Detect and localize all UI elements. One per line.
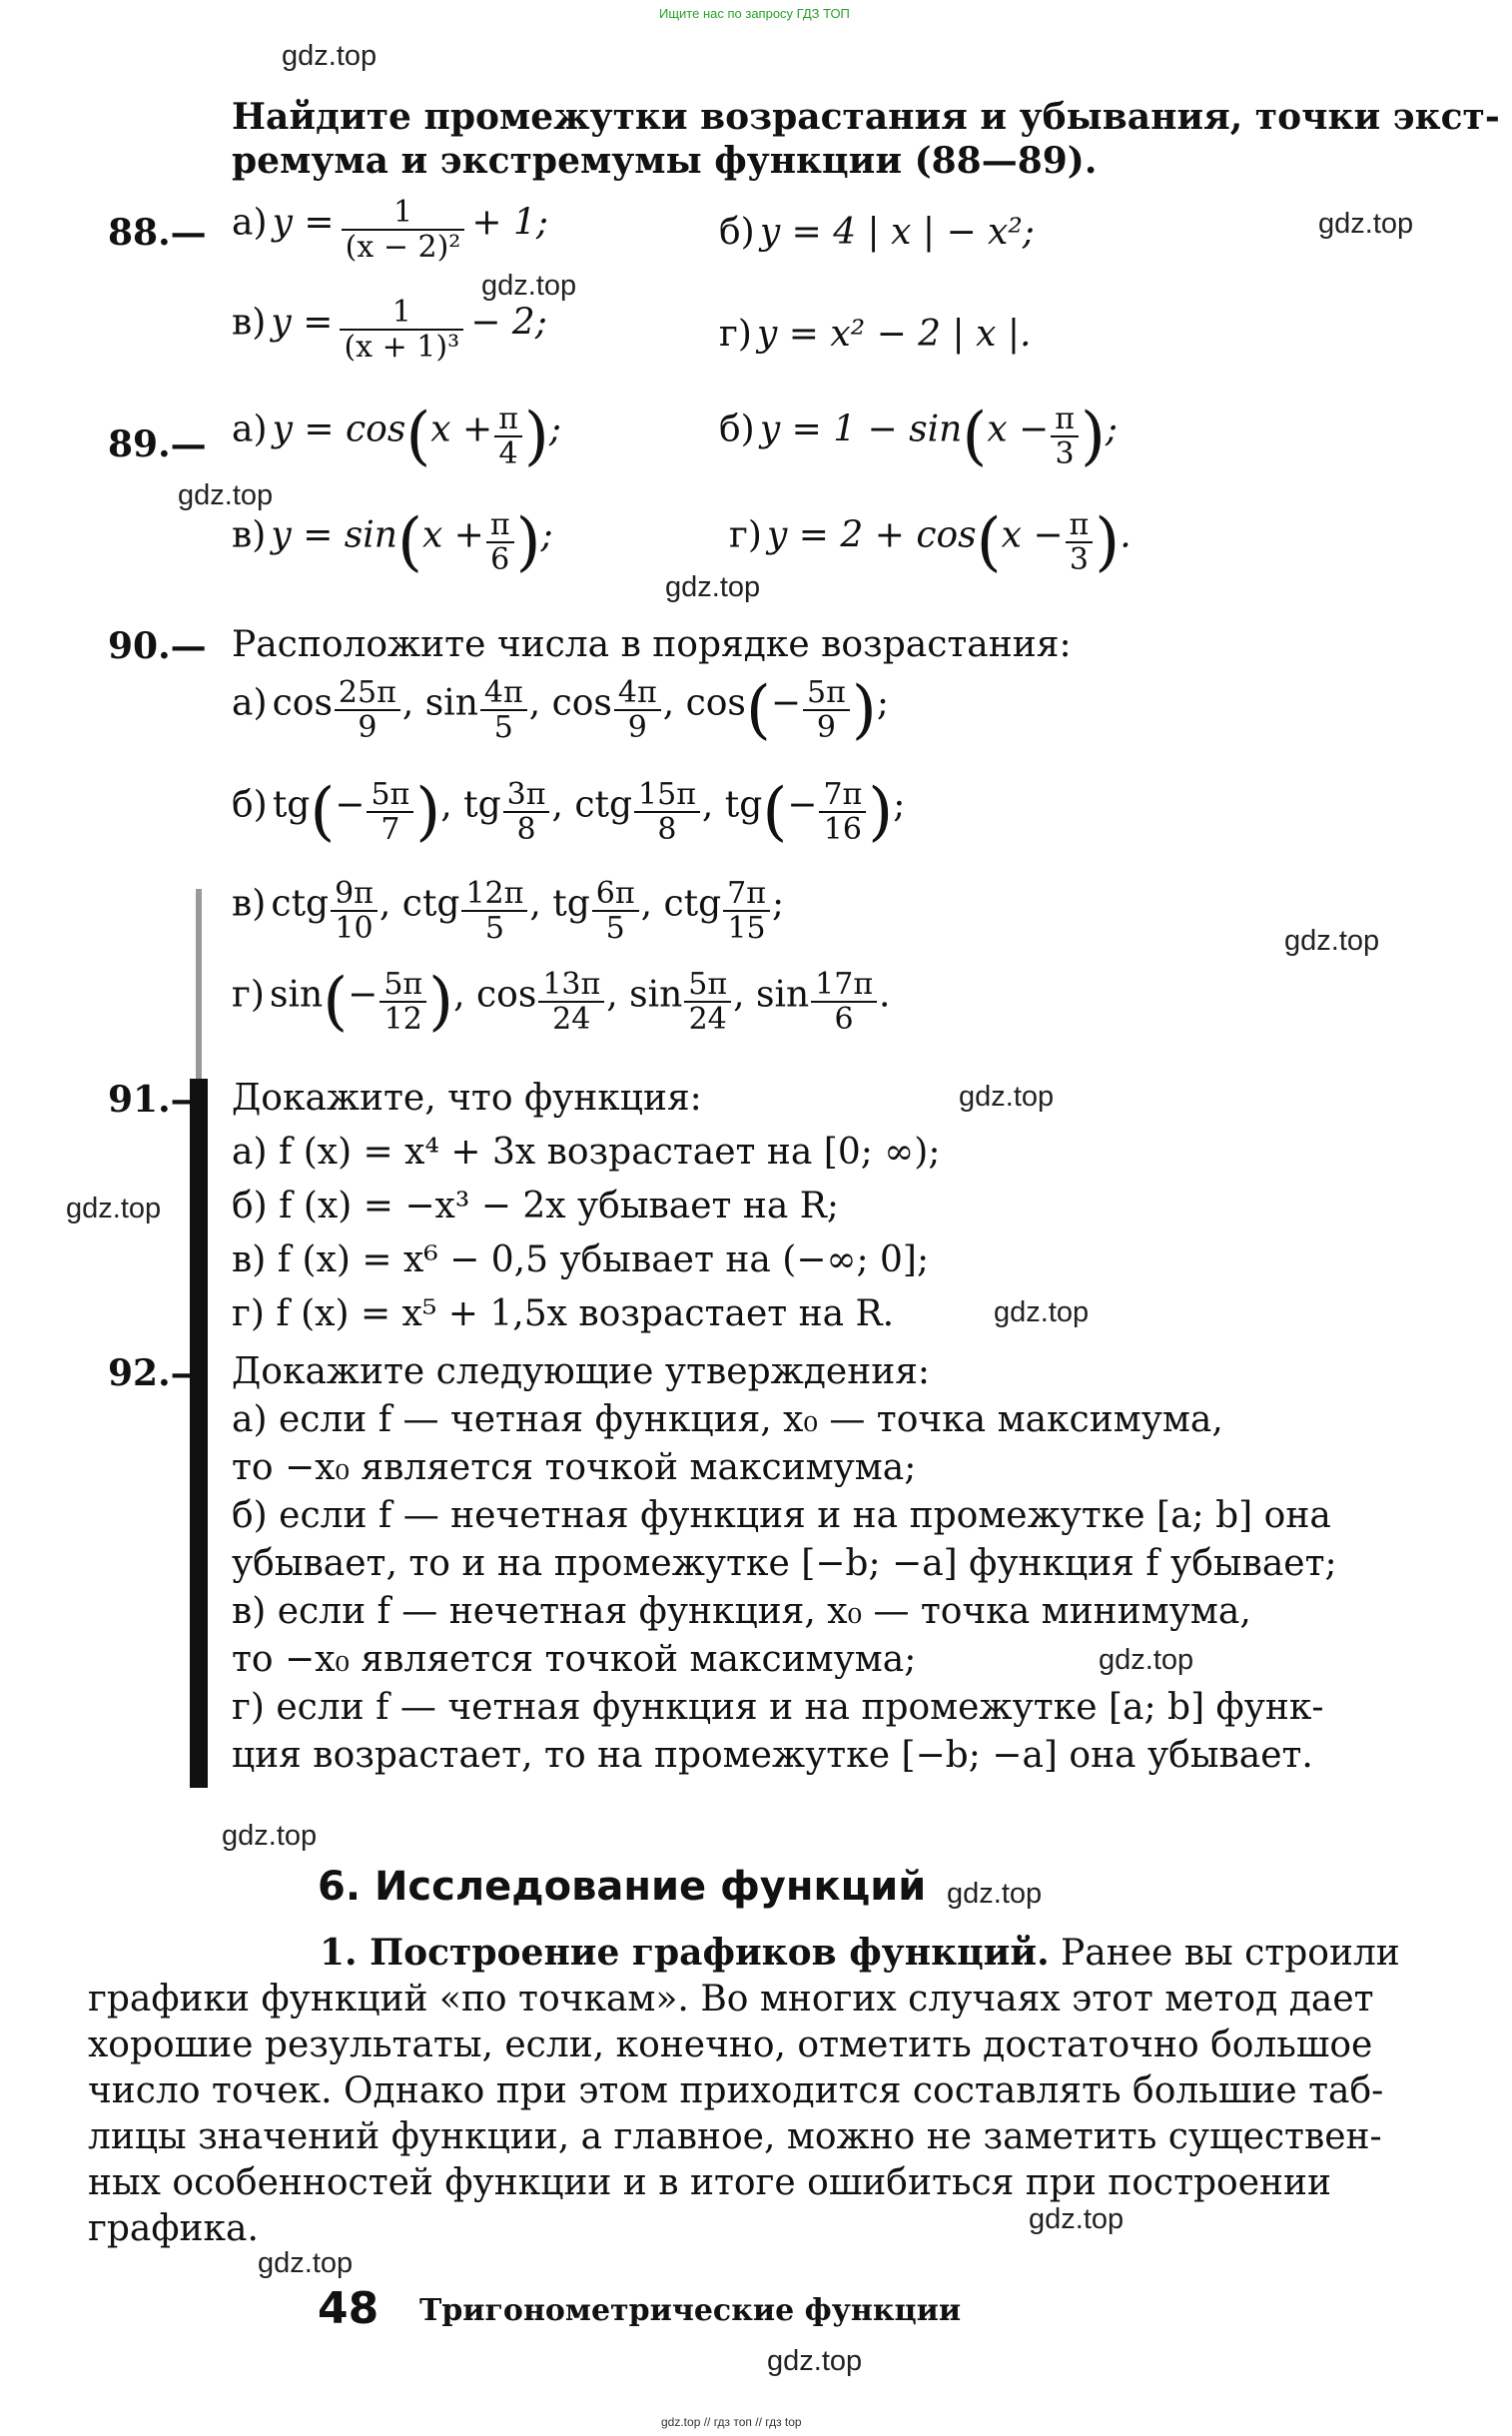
p90-v-f4-den: 15 <box>727 911 766 946</box>
watermark: gdz.top <box>258 2247 354 2279</box>
p90-g-f1-num: 5π <box>379 968 426 1003</box>
p89-g-den: 3 <box>1069 542 1089 577</box>
p89-b-pre: y = 1 − sin <box>759 408 963 450</box>
p89-b-label: б) <box>719 408 755 450</box>
open-paren: ( <box>745 673 771 747</box>
p90-g-t1: sin <box>270 974 324 1016</box>
p90-b <box>232 775 905 849</box>
p90-b-f4-den: 16 <box>823 812 862 847</box>
p89-a-fraction <box>494 403 522 470</box>
p90-v-t2: , ctg <box>378 883 460 925</box>
p89-g-fraction <box>1066 508 1094 576</box>
paragraph-line: число точек. Однако при этом приходится составлять большие таб- <box>88 2070 1384 2111</box>
problem-number-92: 92.— <box>108 1352 207 1394</box>
p90-a-f3-num: 4π <box>614 676 661 711</box>
watermark: gdz.top <box>282 40 378 72</box>
p89-a <box>232 400 561 473</box>
p90-b-f3 <box>634 778 700 846</box>
minus-sign: − <box>787 784 818 826</box>
p91-title: Докажите, что функция: <box>232 1078 702 1119</box>
p89-b-inner: x − <box>987 408 1050 450</box>
p90-v-f1 <box>331 877 378 945</box>
p90-g-t3: , sin <box>606 974 683 1016</box>
watermark: gdz.top <box>959 1081 1055 1113</box>
intro-line-1: Найдите промежутки возрастания и убывания, точки экст- <box>232 96 1500 138</box>
p89-v <box>232 505 553 579</box>
p90-g-f2-num: 13π <box>538 968 604 1003</box>
bottom-note: gdz.top // гдз топ // гдз top <box>661 2415 802 2429</box>
open-paren: ( <box>976 505 1002 579</box>
p90-b-f2-num: 3π <box>503 778 550 813</box>
p90-b-f2 <box>503 778 550 846</box>
paragraph-line: ных особенностей функции и в итоге ошибиться при построении <box>88 2162 1332 2203</box>
p90-a <box>232 673 889 747</box>
p90-title: Расположите числа в порядке возрастания: <box>232 624 1072 665</box>
p88-v <box>232 296 547 364</box>
problem-number-90: 90.— <box>108 625 207 667</box>
p88-g-label: г) <box>719 314 752 355</box>
p90-a-f3-den: 9 <box>627 710 647 745</box>
open-paren: ( <box>405 400 431 473</box>
p90-b-t4: , tg <box>701 784 763 826</box>
close-paren: ) <box>1080 400 1106 473</box>
p90-v <box>232 877 784 945</box>
p90-a-f4-num: 5π <box>803 676 850 711</box>
paragraph-lead: 1. Построение графиков функций. <box>320 1932 1050 1974</box>
p90-v-f1-num: 9π <box>331 877 378 912</box>
p90-a-f2-den: 5 <box>493 710 513 745</box>
p88-a-fraction <box>342 196 465 264</box>
p89-a-label: а) <box>232 408 268 450</box>
p90-b-t3: , ctg <box>551 784 633 826</box>
p91-a: а) f (x) = x⁴ + 3x возрастает на [0; ∞); <box>232 1132 941 1173</box>
p90-g-end: . <box>879 974 891 1016</box>
p88-a-pre: y = <box>272 202 335 244</box>
p90-v-t4: , ctg <box>640 883 722 925</box>
p89-v-den: 6 <box>490 542 510 577</box>
p90-a-t3: , cos <box>528 682 612 724</box>
p88-v-post: − 2; <box>470 302 547 344</box>
p90-g-f4 <box>811 968 877 1036</box>
open-paren: ( <box>396 505 422 579</box>
problem-number-91: 91.— <box>108 1079 207 1121</box>
p90-a-t4: , cos <box>662 682 746 724</box>
watermark: gdz.top <box>947 1878 1043 1910</box>
problem-number-89: 89.— <box>108 423 207 465</box>
p90-g-f4-num: 17π <box>811 968 877 1003</box>
p90-a-f4-den: 9 <box>816 710 836 745</box>
p91-g: г) f (x) = x⁵ + 1,5x возрастает на R. <box>232 1293 895 1334</box>
p89-g-num: π <box>1066 508 1094 543</box>
p90-a-t1: cos <box>272 682 333 724</box>
p89-v-num: π <box>486 508 514 543</box>
p90-g-f2-den: 24 <box>552 1002 591 1037</box>
p88-v-pre: y = <box>271 302 334 344</box>
p89-v-post: ; <box>540 514 553 556</box>
p89-v-fraction <box>486 508 514 576</box>
p89-a-pre: y = cos <box>272 408 406 450</box>
open-paren: ( <box>323 965 349 1039</box>
p89-g-pre: y = 2 + cos <box>767 514 977 556</box>
p89-b-post: ; <box>1105 408 1119 450</box>
close-paren: ) <box>523 400 549 473</box>
p90-b-f1-den: 7 <box>380 812 400 847</box>
watermark: gdz.top <box>665 571 761 603</box>
minus-sign: − <box>770 682 802 724</box>
p90-b-f1-num: 5π <box>367 778 413 813</box>
p90-g-f3 <box>684 968 731 1036</box>
p90-g-f1-den: 12 <box>383 1002 422 1037</box>
p90-v-f2-den: 5 <box>484 911 504 946</box>
open-paren: ( <box>962 400 988 473</box>
p90-b-end: ; <box>893 784 906 826</box>
p90-b-f2-den: 8 <box>516 812 536 847</box>
p90-v-f3-den: 5 <box>605 911 625 946</box>
p88-v-num: 1 <box>340 296 463 331</box>
p90-v-end: ; <box>771 883 785 925</box>
paragraph-line: графики функций «по точкам». Во многих случаях этот метод дает <box>88 1979 1374 2020</box>
p88-v-label: в) <box>232 302 267 344</box>
p90-v-f2 <box>461 877 527 945</box>
watermark: gdz.top <box>481 270 577 302</box>
p89-b-den: 3 <box>1055 436 1075 471</box>
p90-v-label: в) <box>232 883 267 925</box>
close-paren: ) <box>851 673 877 747</box>
p90-b-f4-num: 7π <box>819 778 866 813</box>
p89-g-post: . <box>1120 514 1132 556</box>
running-footer-title: Тригонометрические функции <box>419 2293 962 2328</box>
watermark: gdz.top <box>1318 208 1414 240</box>
p89-g-inner: x − <box>1001 514 1064 556</box>
p89-b-fraction <box>1051 403 1079 470</box>
watermark: gdz.top <box>66 1193 162 1224</box>
p90-v-f4-num: 7π <box>723 877 770 912</box>
margin-bar <box>190 1079 208 1788</box>
p88-v-fraction <box>340 296 463 364</box>
close-paren: ) <box>1095 505 1121 579</box>
p90-g-f3-num: 5π <box>684 968 731 1003</box>
p88-b-text: y = 4 | x | − x²; <box>759 212 1035 253</box>
p91-b: б) f (x) = −x³ − 2x убывает на R; <box>232 1186 840 1226</box>
p92-line: убывает, то и на промежутке [−b; −a] функция f убывает; <box>232 1543 1337 1584</box>
p89-b <box>719 400 1118 473</box>
section-heading: 6. Исследование функций <box>318 1864 927 1910</box>
p88-g <box>719 314 1031 355</box>
p90-b-label: б) <box>232 784 268 826</box>
margin-bar-faint <box>196 889 202 1079</box>
paragraph-first-line <box>320 1934 1400 1974</box>
p92-line: ция возрастает, то на промежутке [−b; −a] она убывает. <box>232 1735 1313 1776</box>
p92-title: Докажите следующие утверждения: <box>232 1351 931 1392</box>
watermark: gdz.top <box>767 2345 863 2377</box>
close-paren: ) <box>515 505 541 579</box>
p89-g <box>729 505 1132 579</box>
p90-b-t1: tg <box>272 784 311 826</box>
close-paren: ) <box>868 775 894 849</box>
p88-a <box>232 196 548 264</box>
p88-b <box>719 212 1035 253</box>
p90-v-f4 <box>723 877 770 945</box>
p89-b-num: π <box>1051 403 1079 437</box>
minus-sign: − <box>348 974 378 1016</box>
p90-g-t4: , sin <box>733 974 810 1016</box>
p90-b-f1 <box>367 778 413 846</box>
p92-line: то −x₀ является точкой максимума; <box>232 1639 917 1680</box>
p90-a-f1 <box>335 676 400 744</box>
close-paren: ) <box>428 965 454 1039</box>
p89-g-label: г) <box>729 514 762 556</box>
p89-a-den: 4 <box>498 436 518 471</box>
p91-v: в) f (x) = x⁶ − 0,5 убывает на (−∞; 0]; <box>232 1239 930 1280</box>
p90-v-t1: ctg <box>271 883 330 925</box>
p88-a-post: + 1; <box>471 202 549 244</box>
p89-a-post: ; <box>548 408 562 450</box>
paragraph-line: Ранее вы строили <box>1049 1933 1400 1974</box>
open-paren: ( <box>762 775 788 849</box>
p90-a-label: а) <box>232 682 268 724</box>
open-paren: ( <box>310 775 336 849</box>
top-note: Ищите нас по запросу ГДЗ ТОП <box>659 6 850 21</box>
p90-a-f2 <box>480 676 527 744</box>
p90-a-f4 <box>803 676 850 744</box>
p89-a-inner: x + <box>430 408 493 450</box>
p88-g-text: y = x² − 2 | x |. <box>757 314 1032 355</box>
p88-v-den: (x + 1)³ <box>344 330 460 365</box>
p92-line: б) если f — нечетная функция и на промежутке [a; b] она <box>232 1495 1331 1536</box>
p90-g-f4-den: 6 <box>834 1002 854 1037</box>
p90-v-t3: , tg <box>529 883 590 925</box>
p90-b-f3-num: 15π <box>634 778 700 813</box>
p89-v-pre: y = sin <box>271 514 397 556</box>
watermark: gdz.top <box>994 1296 1090 1328</box>
p90-g-f1 <box>379 968 426 1036</box>
p88-a-num: 1 <box>342 196 465 231</box>
watermark: gdz.top <box>222 1820 318 1852</box>
p90-g <box>232 965 890 1039</box>
minus-sign: − <box>335 784 366 826</box>
watermark: gdz.top <box>1099 1644 1194 1676</box>
page-number: 48 <box>318 2283 379 2334</box>
p90-a-f1-num: 25π <box>335 676 400 711</box>
p90-v-f1-den: 10 <box>335 911 374 946</box>
p92-line: а) если f — четная функция, x₀ — точка максимума, <box>232 1399 1223 1440</box>
p88-a-label: а) <box>232 202 268 244</box>
p90-a-end: ; <box>876 682 889 724</box>
p92-line: в) если f — нечетная функция, x₀ — точка минимума, <box>232 1591 1251 1632</box>
close-paren: ) <box>415 775 441 849</box>
p90-b-f4 <box>819 778 866 846</box>
p90-g-t2: , cos <box>453 974 537 1016</box>
p90-a-f1-den: 9 <box>358 710 378 745</box>
p90-v-f2-num: 12π <box>461 877 527 912</box>
watermark: gdz.top <box>178 479 274 511</box>
p89-a-num: π <box>494 403 522 437</box>
watermark: gdz.top <box>1284 925 1380 957</box>
p88-a-den: (x − 2)² <box>345 230 461 265</box>
watermark: gdz.top <box>1029 2203 1125 2235</box>
p89-v-inner: x + <box>421 514 484 556</box>
p89-v-label: в) <box>232 514 267 556</box>
p92-line: г) если f — четная функция и на промежутке [a; b] функ- <box>232 1687 1324 1728</box>
p90-g-f2 <box>538 968 604 1036</box>
p90-b-t2: , tg <box>440 784 501 826</box>
paragraph-line: графика. <box>88 2208 259 2249</box>
p90-v-f3-num: 6π <box>592 877 639 912</box>
p90-g-label: г) <box>232 974 265 1016</box>
p90-a-t2: , sin <box>401 682 478 724</box>
intro-line-2: ремума и экстремумы функции (88—89). <box>232 140 1098 182</box>
paragraph-line: лицы значений функции, а главное, можно не заметить существен- <box>88 2116 1382 2157</box>
p90-a-f3 <box>614 676 661 744</box>
p88-b-label: б) <box>719 212 755 253</box>
p90-v-f3 <box>592 877 639 945</box>
paragraph-line: хорошие результаты, если, конечно, отметить достаточно большое <box>88 2025 1373 2065</box>
p90-g-f3-den: 24 <box>688 1002 727 1037</box>
p90-b-f3-den: 8 <box>657 812 677 847</box>
problem-number-88: 88.— <box>108 212 207 254</box>
p90-a-f2-num: 4π <box>480 676 527 711</box>
p92-line: то −x₀ является точкой максимума; <box>232 1447 917 1488</box>
